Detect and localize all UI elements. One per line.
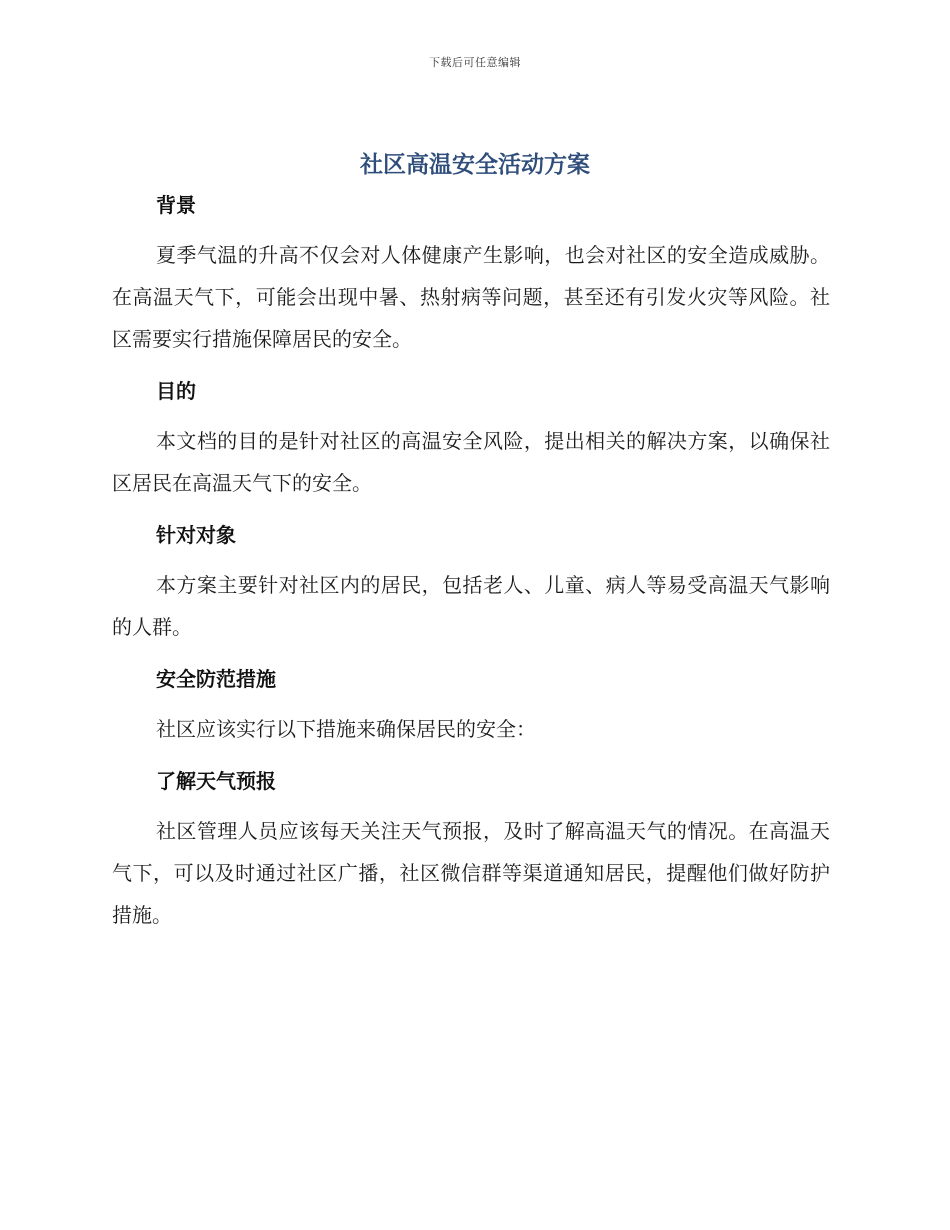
- section-paragraph-target: 本方案主要针对社区内的居民，包括老人、儿童、病人等易受高温天气影响的人群。: [112, 573, 830, 639]
- section-paragraph-weather: 社区管理人员应该每天关注天气预报，及时了解高温天气的情况。在高温天气下，可以及时通过社区广播，社区微信群等渠道通知居民，提醒他们做好防护措施。: [112, 819, 830, 927]
- document-title: 社区高温安全活动方案: [360, 152, 590, 178]
- header-note: 下载后可任意编辑: [429, 56, 521, 69]
- section-heading-measures: 安全防范措施: [156, 667, 276, 691]
- section-paragraph-measures: 社区应该实行以下措施来确保居民的安全：: [156, 717, 536, 741]
- section-heading-background: 背景: [156, 193, 196, 217]
- document-body: [112, 186, 830, 948]
- section-paragraph-background: 夏季气温的升高不仅会对人体健康产生影响，也会对社区的安全造成威胁。在高温天气下，可能会出现中暑、热射病等问题，甚至还有引发火灾等风险。社区需要实行措施保障居民的安全。: [112, 243, 830, 351]
- section-heading-target: 针对对象: [156, 523, 236, 547]
- section-paragraph-purpose: 本文档的目的是针对社区的高温安全风险，提出相关的解决方案，以确保社区居民在高温天气下的安全。: [112, 429, 830, 495]
- section-heading-purpose: 目的: [156, 379, 196, 403]
- section-heading-weather: 了解天气预报: [156, 769, 276, 793]
